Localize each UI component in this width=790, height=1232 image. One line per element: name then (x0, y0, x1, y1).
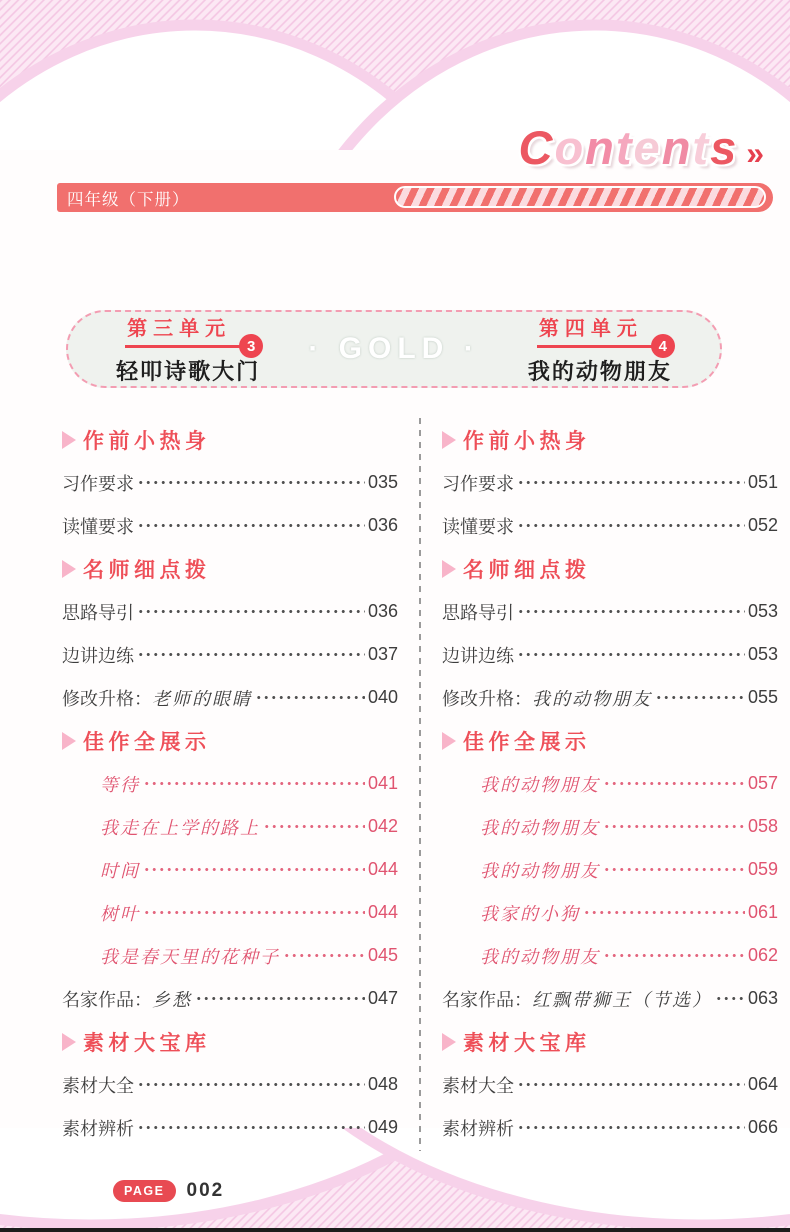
toc-entry (442, 1063, 778, 1106)
toc-entry-page: 048 (367, 1074, 398, 1094)
dot-leader (137, 607, 365, 616)
page-badge: PAGE (113, 1180, 176, 1202)
dot-leader (137, 521, 365, 530)
contents-title-letter: C (518, 121, 555, 174)
unit-3-title: 轻叩诗歌大门 (116, 359, 261, 384)
contents-title-letter: t (692, 121, 711, 174)
section-heading (442, 1020, 778, 1063)
toc-entry (62, 1106, 398, 1149)
toc-entry-page: 036 (367, 515, 398, 535)
section-heading-label: 作前小热身 (83, 429, 211, 453)
grade-bar (57, 183, 773, 212)
dot-leader (137, 1080, 365, 1089)
section-heading-label: 素材大宝库 (83, 1031, 211, 1055)
toc-entry-page: 063 (747, 988, 778, 1008)
dot-leader (517, 521, 745, 530)
toc-entry-title: 我走在上学的路上 (100, 817, 260, 839)
contents-title-letter: t (615, 121, 634, 174)
toc-entry-label: 素材大全 (62, 1075, 134, 1096)
toc-entry (62, 633, 398, 676)
toc-entry (442, 590, 778, 633)
toc-entry-page: 044 (367, 859, 398, 879)
unit-4-title: 我的动物朋友 (527, 359, 672, 384)
toc-entry-title: 我的动物朋友 (480, 817, 600, 839)
triangle-bullet-icon (62, 560, 76, 578)
dot-leader (143, 865, 365, 874)
contents-title-letter: e (633, 121, 662, 174)
contents-title-letter: o (554, 121, 586, 174)
toc-entry-page: 064 (747, 1074, 778, 1094)
toc-columns (62, 418, 778, 1151)
page-footer (113, 1180, 224, 1202)
toc-entry-label: 修改升格： (442, 688, 532, 709)
unit-3-number-badge: 3 (239, 334, 263, 358)
contents-title-letter: s (710, 121, 739, 174)
dot-leader (137, 1123, 365, 1132)
toc-entry-page: 066 (747, 1117, 778, 1137)
toc-entry (62, 762, 398, 805)
toc-entry-title: 等待 (100, 774, 140, 796)
dot-leader (603, 951, 745, 960)
toc-entry-label: 素材大全 (442, 1075, 514, 1096)
gold-watermark (308, 332, 479, 366)
toc-entry-title: 乡愁 (152, 989, 192, 1011)
toc-entry (62, 590, 398, 633)
toc-entry-page: 041 (367, 773, 398, 793)
unit-header-box (66, 310, 722, 388)
toc-entry-page: 047 (367, 988, 398, 1008)
unit-4-label: 第四单元 (538, 318, 643, 340)
toc-entry-label: 边讲边练 (442, 645, 514, 666)
toc-entry-label: 思路导引 (62, 602, 134, 623)
section-heading-label: 作前小热身 (463, 429, 591, 453)
toc-entry-page: 052 (747, 515, 778, 535)
toc-entry-label: 思路导引 (442, 602, 514, 623)
dot-leader (603, 779, 745, 788)
dot-leader (143, 779, 365, 788)
toc-entry-label: 素材辨析 (62, 1118, 134, 1139)
dot-leader (517, 478, 745, 487)
section-heading (62, 719, 398, 762)
toc-entry-page: 053 (747, 601, 778, 621)
toc-entry-label: 读懂要求 (442, 516, 514, 537)
toc-entry-title: 老师的眼睛 (152, 688, 252, 710)
unit-3-name (125, 312, 256, 355)
watermark-right-dot: · (463, 332, 480, 365)
contents-title (519, 120, 767, 175)
toc-entry (442, 504, 778, 547)
toc-entry (442, 848, 778, 891)
triangle-bullet-icon (62, 732, 76, 750)
toc-entry-page: 044 (367, 902, 398, 922)
toc-entry-label: 素材辨析 (442, 1118, 514, 1139)
triangle-bullet-icon (62, 1033, 76, 1051)
toc-entry-title: 我的动物朋友 (480, 774, 600, 796)
triangle-bullet-icon (442, 732, 456, 750)
grade-label: 四年级（下册） (67, 190, 190, 209)
toc-entry (62, 848, 398, 891)
toc-column-left (62, 418, 398, 1151)
toc-entry-label: 读懂要求 (62, 516, 134, 537)
toc-entry-page: 061 (747, 902, 778, 922)
dot-leader (283, 951, 365, 960)
dot-leader (517, 1080, 745, 1089)
toc-entry-label: 名家作品： (442, 989, 532, 1010)
section-heading (442, 719, 778, 762)
toc-entry (62, 676, 398, 719)
unit-4-number-badge: 4 (651, 334, 675, 358)
toc-entry-page: 062 (747, 945, 778, 965)
dot-leader (255, 693, 365, 702)
toc-entry (442, 934, 778, 977)
toc-entry-title: 我的动物朋友 (480, 946, 600, 968)
toc-entry (442, 762, 778, 805)
dot-leader (143, 908, 365, 917)
watermark-text: GOLD (338, 332, 450, 365)
toc-entry (62, 1063, 398, 1106)
toc-entry (442, 891, 778, 934)
toc-entry (62, 891, 398, 934)
toc-entry (62, 461, 398, 504)
stripe-decoration (394, 186, 766, 208)
dot-leader (603, 865, 745, 874)
toc-column-right (442, 418, 778, 1151)
dot-leader (137, 478, 365, 487)
toc-entry-page: 040 (367, 687, 398, 707)
dot-leader (583, 908, 745, 917)
toc-entry-label: 习作要求 (62, 473, 134, 494)
triangle-bullet-icon (442, 1033, 456, 1051)
section-heading (62, 1020, 398, 1063)
toc-entry (442, 805, 778, 848)
toc-entry-title: 红飘带狮王（节选） (532, 989, 712, 1011)
toc-entry-page: 055 (747, 687, 778, 707)
scan-edge-artifact (0, 1228, 790, 1232)
toc-entry (442, 633, 778, 676)
toc-entry-page: 042 (367, 816, 398, 836)
toc-entry-label: 名家作品： (62, 989, 152, 1010)
toc-entry (442, 1106, 778, 1149)
page-number: 002 (186, 1180, 225, 1201)
triangle-bullet-icon (442, 560, 456, 578)
chevron-right-icon: » (746, 135, 766, 171)
column-divider (398, 418, 442, 1151)
contents-title-letter: n (585, 121, 616, 174)
toc-entry-page: 045 (367, 945, 398, 965)
dot-leader (655, 693, 745, 702)
section-heading-label: 素材大宝库 (463, 1031, 591, 1055)
triangle-bullet-icon (62, 431, 76, 449)
toc-entry-title: 我的动物朋友 (480, 860, 600, 882)
toc-entry-page: 035 (367, 472, 398, 492)
unit-3-label: 第三单元 (127, 318, 232, 340)
toc-entry (62, 504, 398, 547)
toc-entry-page: 049 (367, 1117, 398, 1137)
toc-entry-page: 051 (747, 472, 778, 492)
watermark-left-dot: · (308, 332, 325, 365)
unit-3-cell (68, 312, 308, 386)
dot-leader (715, 994, 745, 1003)
dot-leader (517, 607, 745, 616)
toc-entry (62, 805, 398, 848)
dot-leader (137, 650, 365, 659)
contents-title-letter: n (661, 121, 693, 174)
toc-entry (442, 676, 778, 719)
toc-entry-page: 059 (747, 859, 778, 879)
toc-entry-label: 习作要求 (442, 473, 514, 494)
toc-entry-page: 057 (747, 773, 778, 793)
section-heading-label: 佳作全展示 (83, 730, 211, 754)
toc-entry-page: 053 (747, 644, 778, 664)
dot-leader (263, 822, 365, 831)
triangle-bullet-icon (442, 431, 456, 449)
dot-leader (517, 650, 745, 659)
toc-entry-title: 我是春天里的花种子 (100, 946, 280, 968)
toc-entry-page: 058 (747, 816, 778, 836)
toc-entry-title: 树叶 (100, 903, 140, 925)
section-heading-label: 佳作全展示 (463, 730, 591, 754)
toc-entry (442, 461, 778, 504)
dot-leader (603, 822, 745, 831)
unit-4-cell (480, 312, 720, 386)
column-divider-dash (419, 418, 421, 1151)
section-heading-label: 名师细点拨 (83, 558, 211, 582)
section-heading (442, 547, 778, 590)
section-heading (62, 418, 398, 461)
toc-entry (62, 934, 398, 977)
toc-entry (62, 977, 398, 1020)
toc-entry-title: 我的动物朋友 (532, 688, 652, 710)
dot-leader (195, 994, 365, 1003)
section-heading (62, 547, 398, 590)
section-heading (442, 418, 778, 461)
toc-entry-title: 时间 (100, 860, 140, 882)
toc-entry-label: 修改升格： (62, 688, 152, 709)
toc-entry (442, 977, 778, 1020)
section-heading-label: 名师细点拨 (463, 558, 591, 582)
toc-entry-page: 036 (367, 601, 398, 621)
unit-4-name (537, 312, 668, 355)
toc-entry-label: 边讲边练 (62, 645, 134, 666)
toc-entry-page: 037 (367, 644, 398, 664)
toc-entry-title: 我家的小狗 (480, 903, 580, 925)
dot-leader (517, 1123, 745, 1132)
